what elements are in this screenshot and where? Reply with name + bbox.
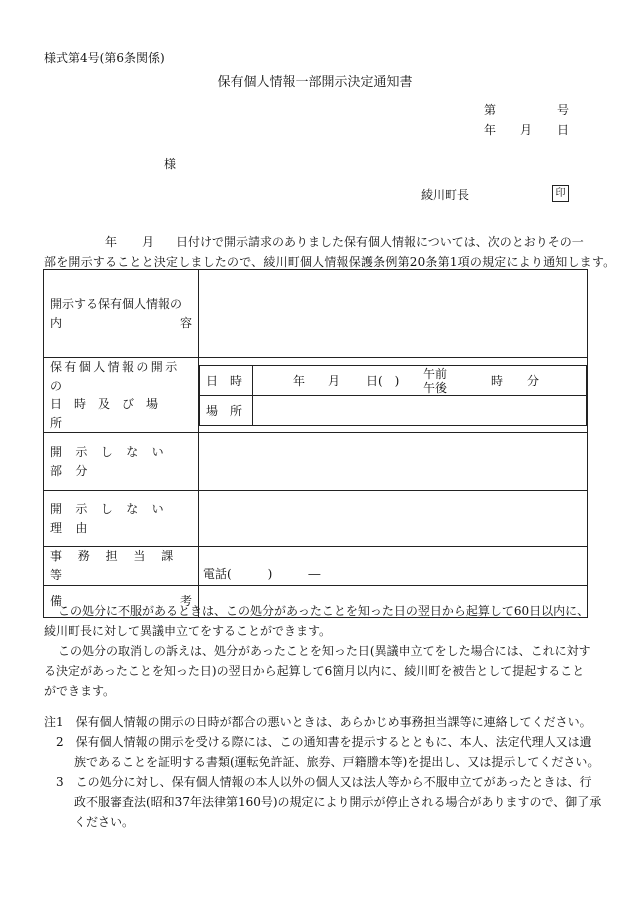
note-2-line-2: 族であることを証明する書類(運転免許証、旅券、戸籍謄本等)を提出し、又は提示してください。	[74, 755, 600, 769]
undisclosed-reason-field[interactable]	[199, 491, 588, 547]
note-3-line-2: 政不服審査法(昭和37年法律第160号)の規定により開示が停止される場合がありますので、御了承	[74, 795, 602, 809]
intro-line-1-rest: 日付けで開示請求のありました保有個人情報については、次のとおりその一	[176, 235, 584, 249]
disclosure-table	[43, 269, 588, 618]
intro-year: 年	[105, 235, 118, 249]
lawsuit-line-1: この処分の取消しの訴えは、処分があったことを知った日(異議申立てをした場合には、これに対す	[58, 644, 591, 658]
dt-month: 月	[328, 373, 341, 388]
date-month: 月	[520, 123, 533, 137]
row-dt-label-a: 保有個人情報の開示の	[50, 360, 180, 393]
info-content-field[interactable]	[199, 270, 588, 358]
form-number: 様式第4号(第6条関係)	[44, 51, 165, 65]
row-department-label	[44, 547, 199, 585]
undisclosed-part-label: 開示しない部分	[50, 445, 178, 478]
dt-day: 日( )	[366, 373, 400, 388]
date-year: 年	[484, 123, 497, 137]
remarks-label-b: 考	[179, 593, 192, 608]
dt-minute: 分	[527, 373, 540, 388]
body-paragraphs	[44, 601, 591, 701]
datetime-field[interactable]	[253, 365, 587, 395]
row-info-label-b1: 内	[50, 315, 63, 330]
number-suffix: 号	[557, 103, 570, 117]
phone-text: 電話( ) ―	[203, 566, 321, 581]
dt-year: 年	[293, 373, 306, 388]
note-3-line-1: 3 この処分に対し、保有個人情報の本人以外の個人又は法人等から不服申立てがあったときは、行	[56, 775, 592, 789]
row-undisclosed-part-label	[44, 433, 199, 491]
appeal-line-2: 綾川町長に対して異議申立てをすることができます。	[44, 624, 332, 638]
place-key: 場 所	[200, 395, 253, 425]
datetime-place-subtable	[199, 365, 587, 426]
department-label: 事務担当課等	[50, 549, 190, 582]
department-field[interactable]	[199, 547, 588, 585]
datetime-key: 日 時	[200, 365, 253, 395]
undisclosed-reason-label: 開示しない理由	[50, 502, 178, 535]
recipient-honorific: 様	[164, 157, 177, 171]
note-2-line-1: 2 保有個人情報の開示を受ける際には、この通知書を提示するとともに、本人、法定代理人又は遺	[56, 735, 592, 749]
dt-am: 午前	[423, 366, 448, 381]
seal-stamp: 印	[552, 185, 569, 202]
undisclosed-part-field[interactable]	[199, 433, 588, 491]
row-info-label-a: 開示する保有個人情報の	[50, 296, 183, 311]
note-1: 注1 保有個人情報の開示の日時が都合の悪いときは、あらかじめ事務担当課等に連絡してください。	[44, 715, 592, 729]
lawsuit-line-3: ができます。	[44, 684, 116, 698]
row-info-content-label	[44, 270, 199, 358]
dt-hour: 時	[491, 373, 504, 388]
row-undisclosed-reason-label	[44, 491, 199, 547]
lawsuit-line-2: る決定があったことを知った日)の翌日から起算して6箇月以内に、綾川町を被告として提起すること	[44, 664, 585, 678]
date-day: 日	[557, 123, 570, 137]
intro-month: 月	[142, 235, 155, 249]
notes	[44, 712, 601, 832]
place-field[interactable]	[253, 395, 587, 425]
number-label: 第	[484, 103, 497, 117]
row-datetime-place-label	[44, 358, 199, 433]
row-info-label-b2: 容	[179, 315, 192, 330]
appeal-line-1: この処分に不服があるときは、この処分があったことを知った日の翌日から起算して60日以内に、	[58, 604, 590, 618]
note-3-line-3: ください。	[74, 815, 135, 829]
row-dt-label-b: 日時及び場所	[50, 397, 171, 430]
dt-pm: 午後	[423, 380, 448, 395]
issuer-name: 綾川町長	[421, 188, 470, 202]
remarks-label-a: 備	[50, 593, 63, 608]
intro-line-2: 部を開示することと決定しましたので、綾川町個人情報保護条例第20条第1項の規定により通知します。	[44, 255, 616, 269]
page-title: 保有個人情報一部開示決定通知書	[217, 75, 413, 90]
